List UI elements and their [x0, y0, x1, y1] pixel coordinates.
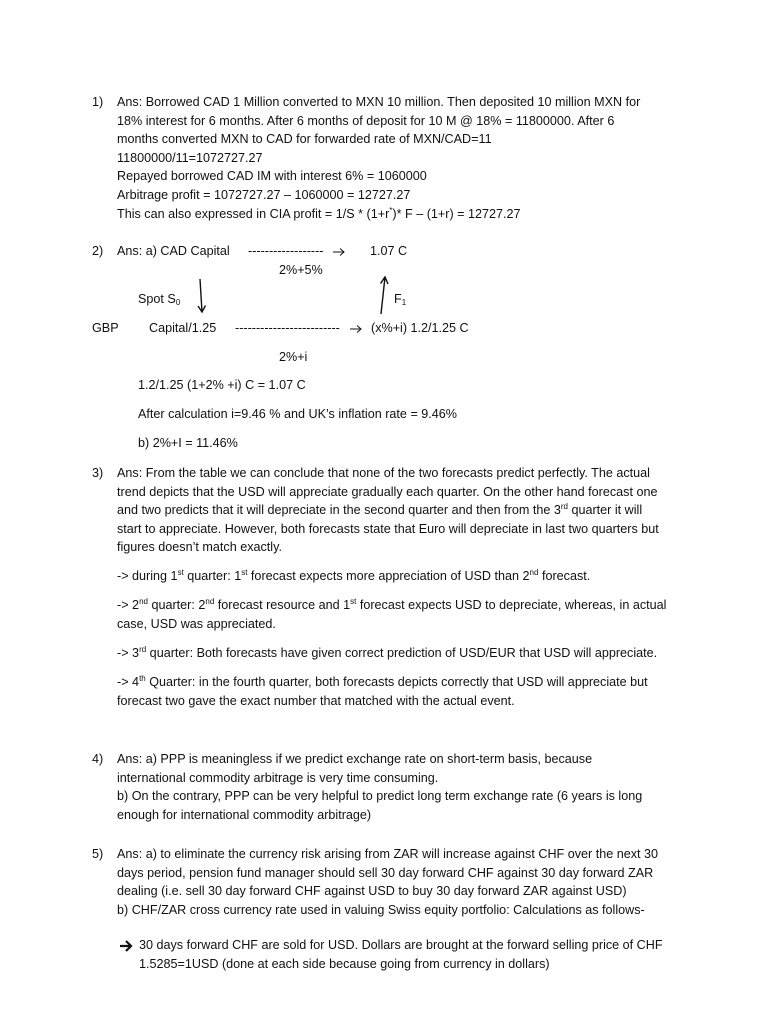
q5-line-4: b) CHF/ZAR cross currency rate used in valuing Swiss equity portfolio: Calculations as follows- — [117, 902, 645, 917]
q2-result-bottom: (x%+i) 1.2/1.25 C — [371, 321, 469, 335]
q4-number: 4) — [92, 752, 104, 766]
q1-cia-line: This can also expressed in CIA profit = 1/S * (1+r*)* F – (1+r) = 12727.27 — [117, 205, 521, 221]
q5-bullet-line-1: 30 days forward CHF are sold for USD. Dollars are brought at the forward selling price of CHF — [139, 938, 663, 952]
q2-capital-label: Capital/1.25 — [149, 321, 217, 335]
q5-answer — [117, 845, 658, 919]
up-arrow-icon — [377, 275, 391, 315]
q4-line-4: enough for international commodity arbitrage) — [117, 807, 372, 822]
q2-spot-label: Spot $S_0$ — [138, 292, 181, 307]
q1-line-1: Ans: Borrowed CAD 1 Million converted to MXN 10 million. Then deposited 10 million MXN for — [117, 95, 641, 109]
bullet-arrow-icon — [119, 940, 133, 952]
q2-equation: 1.2/1.25 (1+2% +i) C = 1.07 C — [138, 378, 306, 392]
q2-dashes-top: ------------------ — [248, 244, 324, 258]
q3-bullet-4: -> 4th Quarter: in the fourth quarter, both forecasts depicts correctly that USD will appreciate but forecast two gave the exact number that matched with the actual event. — [117, 674, 648, 708]
q3-bullet-2: -> 2nd quarter: 2nd forecast resource and 1st forecast expects USD to depreciate, whereas, in actual case, USD was appreciated. — [117, 597, 667, 631]
q5-number: 5) — [92, 847, 104, 861]
right-arrow-icon — [332, 247, 346, 257]
q1-line-6: Arbitrage profit = 1072727.27 – 1060000 = 12727.27 — [117, 187, 411, 202]
q2-gbp-label: GBP — [92, 321, 119, 335]
q1-line-2: 18% interest for 6 months. After 6 months of deposit for 10 M @ 18% = 11800000. After 6 — [117, 113, 615, 128]
q2-dashes-bottom: ------------------------- — [235, 321, 340, 335]
q3-bullet-1: -> during 1st quarter: 1st forecast expects more appreciation of USD than 2nd forecast. — [117, 568, 591, 583]
q5-line-1: Ans: a) to eliminate the currency risk arising from ZAR will increase against CHF over the next 30 — [117, 847, 659, 861]
q3-number: 3) — [92, 466, 104, 480]
q1-line-5: Repayed borrowed CAD IM with interest 6% = 1060000 — [117, 169, 427, 184]
q3-line-1: Ans: From the table we can conclude that none of the two forecasts predict perfectly. The actual — [117, 466, 650, 480]
q1-line-4: 11800000/11=1072727.27 — [117, 150, 263, 165]
q4-answer — [117, 750, 642, 824]
q3-paragraph — [117, 464, 659, 557]
down-arrow-icon — [195, 278, 209, 314]
q3-line-4: start to appreciate. However, both forecasts state that Euro will depreciate in last two quarters but — [117, 521, 659, 536]
q1-line-3: months converted MXN to CAD for forwarded rate of MXN/CAD=11 — [117, 132, 492, 147]
q4-line-1: Ans: a) PPP is meaningless if we predict exchange rate on short-term basis, because — [117, 752, 593, 766]
q5-bullet — [139, 936, 663, 973]
q2-part-b: b) 2%+I = 11.46% — [138, 436, 238, 450]
q2-result-top: 1.07 C — [370, 244, 408, 258]
q3-line-3: and two predicts that it will depreciate in the second quarter and then from the 3rd quarter it will — [117, 502, 643, 518]
right-arrow-icon-2 — [349, 324, 363, 334]
q2-number: 2) — [92, 244, 104, 258]
q3-line-5: figures doesn’t match exactly. — [117, 540, 282, 555]
q5-line-2: days period, pension fund manager should sell 30 day forward CHF against 30 day forward ZAR — [117, 865, 654, 880]
q2-forward-label: $F_1$ — [394, 292, 407, 307]
q2-calculation: After calculation i=9.46 % and UK’s inflation rate = 9.46% — [138, 407, 458, 421]
q5-bullet-line-2: 1.5285=1USD (done at each side because going from currency in dollars) — [139, 956, 550, 971]
q2-answer-label: Ans: a) CAD Capital — [117, 244, 230, 258]
q4-line-2: international commodity arbitrage is very time consuming. — [117, 770, 439, 785]
q5-line-3: dealing (i.e. sell 30 day forward CHF against USD to buy 30 day forward ZAR against USD) — [117, 884, 627, 899]
q1-answer — [117, 93, 640, 223]
q2-rate-bottom: 2%+i — [279, 350, 308, 364]
q2-rate-top: 2%+5% — [279, 263, 323, 277]
q4-line-3: b) On the contrary, PPP can be very helpful to predict long term exchange rate (6 years is long — [117, 789, 643, 804]
q3-bullet-3: -> 3rd quarter: Both forecasts have given correct prediction of USD/EUR that USD will appreciate. — [117, 645, 658, 660]
q3-line-2: trend depicts that the USD will appreciate gradually each quarter. On the other hand forecast one — [117, 484, 658, 499]
q1-number: 1) — [92, 95, 104, 109]
